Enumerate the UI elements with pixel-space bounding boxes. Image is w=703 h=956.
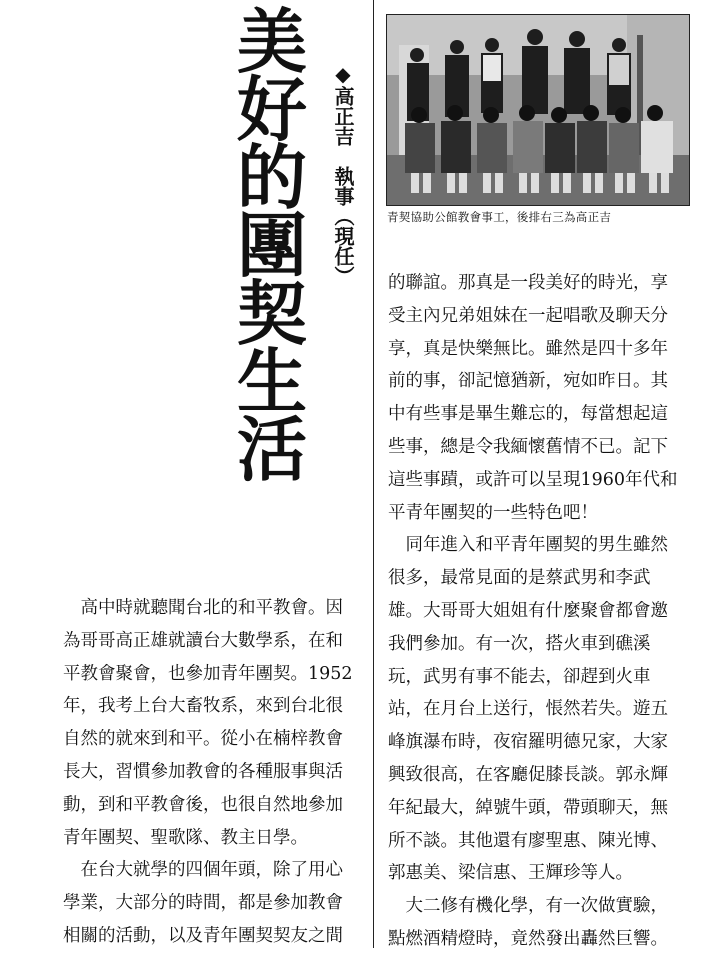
photo-caption: 青契協助公館教會事工，後排右三為高正吉 [387,210,612,224]
right-text-column [388,267,688,956]
text-line: 很多，最常見面的是蔡武男和李武 [388,568,651,589]
text-line: 所不談。其他還有廖聖惠、陳光博、 [388,830,668,851]
text-line: 大二修有機化學，有一次做實驗， [388,896,668,917]
text-line: 受主內兄弟姐妹在一起唱歌及聊天分 [388,305,668,326]
text-line: 為哥哥高正雄就讀台大數學系，在和 [63,630,343,651]
left-text-column [63,592,363,953]
text-line: 享，真是快樂無比。雖然是四十多年 [388,338,668,359]
title-char: 好 [237,68,307,151]
text-line: 興致很高，在客廳促膝長談。郭永輝 [388,764,668,785]
title-char: 活 [237,408,307,491]
text-line: 站，在月台上送行，悵然若失。遊五 [388,699,668,720]
title-char: 的 [237,136,307,219]
text-line: 雄。大哥哥大姐姐有什麼聚會都會邀 [388,600,668,621]
text-line: 相關的活動，以及青年團契契友之間 [63,925,343,946]
text-line: 平青年團契的一些特色吧！ [388,502,598,523]
text-line: 前的事，卻記憶猶新，宛如昨日。其 [388,371,668,392]
title-char: 美 [237,0,307,83]
title-char: 生 [237,340,307,423]
group-photo [386,14,690,206]
text-line: 長大，習慣參加教會的各種服事與活 [63,761,343,782]
text-line: 些事，總是令我緬懷舊情不已。記下 [388,436,668,457]
text-line: 動，到和平教會後，也很自然地參加 [63,794,343,815]
text-line: 高中時就聽聞台北的和平教會。因 [63,598,343,618]
title-char: 團 [237,204,307,287]
text-line: 學業，大部分的時間，都是參加教會 [63,893,343,914]
text-line: 玩，武男有事不能去，卻趕到火車 [388,666,651,687]
text-line: 中有些事是畢生難忘的，每當想起這 [388,404,668,425]
text-line: 年紀最大，綽號牛頭，帶頭聊天，無 [388,797,668,818]
text-line: 自然的就來到和平。從小在楠梓教會 [63,729,343,750]
author-byline: ◆高正吉 執事（現任） [331,62,355,286]
text-line: 郭惠美、梁信惠、王輝珍等人。 [388,863,633,884]
text-line: 年，我考上台大畜牧系，來到台北很 [63,696,343,717]
text-line: 青年團契、聖歌隊、教主日學。 [63,827,308,848]
title-char: 契 [237,272,307,355]
text-line: 我們參加。有一次，搭火車到礁溪 [388,633,651,654]
text-line: 平教會聚會，也參加青年團契。1952 [63,663,353,684]
article-title [226,0,318,491]
text-line: 這些事蹟，或許可以呈現1960年代和 [388,469,678,490]
text-line: 峰旗瀑布時，夜宿羅明德兄家，大家 [388,732,668,753]
text-line: 的聯誼。那真是一段美好的時光，享 [388,273,668,293]
column-divider [373,0,374,948]
text-line: 在台大就學的四個年頭，除了用心 [63,860,343,881]
text-line: 同年進入和平青年團契的男生雖然 [388,535,668,556]
text-line: 點燃酒精燈時，竟然發出轟然巨響。 [388,928,668,949]
group-photo-image [387,15,689,205]
